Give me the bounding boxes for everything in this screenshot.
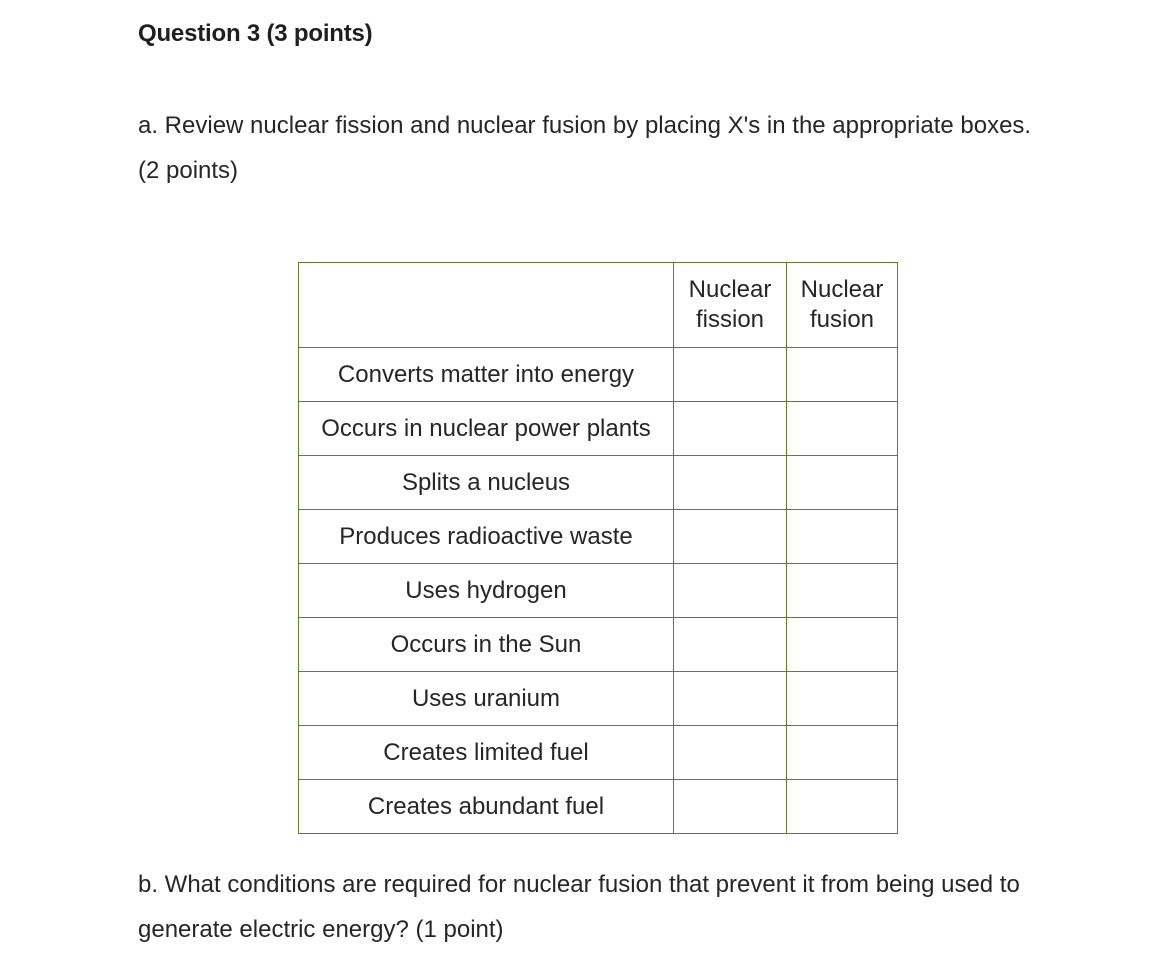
part-a-prompt: a. Review nuclear fission and nuclear fusion by placing X's in the appropriate boxes. (2 points) [138, 112, 1032, 184]
row-label: Uses hydrogen [299, 564, 674, 618]
header-fusion-line1: Nuclear [800, 276, 884, 303]
row-label: Converts matter into energy [299, 348, 674, 402]
header-nuclear-fusion [787, 263, 898, 348]
fusion-answer-cell[interactable] [787, 510, 898, 564]
fission-answer-cell[interactable] [674, 402, 787, 456]
row-label: Occurs in the Sun [299, 618, 674, 672]
table-row [299, 672, 898, 726]
row-label: Creates abundant fuel [299, 780, 674, 834]
fission-answer-cell[interactable] [674, 726, 787, 780]
row-label: Produces radioactive waste [299, 510, 674, 564]
header-fission-line2: fission [695, 306, 765, 333]
fusion-answer-cell[interactable] [787, 456, 898, 510]
fusion-answer-cell[interactable] [787, 402, 898, 456]
header-fusion-line2: fusion [809, 306, 875, 333]
fusion-answer-cell[interactable] [787, 780, 898, 834]
fission-answer-cell[interactable] [674, 672, 787, 726]
row-label: Creates limited fuel [299, 726, 674, 780]
table-row [299, 726, 898, 780]
fusion-answer-cell[interactable] [787, 672, 898, 726]
fusion-answer-cell[interactable] [787, 348, 898, 402]
fission-answer-cell[interactable] [674, 564, 787, 618]
fission-fusion-table [298, 262, 898, 834]
table-row [299, 564, 898, 618]
fission-answer-cell[interactable] [674, 780, 787, 834]
fusion-answer-cell[interactable] [787, 726, 898, 780]
fusion-answer-cell[interactable] [787, 564, 898, 618]
row-label: Uses uranium [299, 672, 674, 726]
row-label: Occurs in nuclear power plants [299, 402, 674, 456]
table-row [299, 348, 898, 402]
table-row [299, 510, 898, 564]
fusion-answer-cell[interactable] [787, 618, 898, 672]
fission-answer-cell[interactable] [674, 456, 787, 510]
table-row [299, 456, 898, 510]
fission-answer-cell[interactable] [674, 510, 787, 564]
table-row [299, 402, 898, 456]
table-row [299, 780, 898, 834]
fission-answer-cell[interactable] [674, 618, 787, 672]
table-header-row [299, 263, 898, 348]
table-row [299, 618, 898, 672]
question-title: Question 3 (3 points) [138, 20, 373, 47]
row-label: Splits a nucleus [299, 456, 674, 510]
header-nuclear-fission [674, 263, 787, 348]
header-empty-cell [299, 263, 674, 348]
fission-answer-cell[interactable] [674, 348, 787, 402]
header-fission-line1: Nuclear [688, 276, 772, 303]
part-b-prompt: b. What conditions are required for nuclear fusion that prevent it from being used to generate electric energy? (1 point) [138, 871, 1020, 943]
